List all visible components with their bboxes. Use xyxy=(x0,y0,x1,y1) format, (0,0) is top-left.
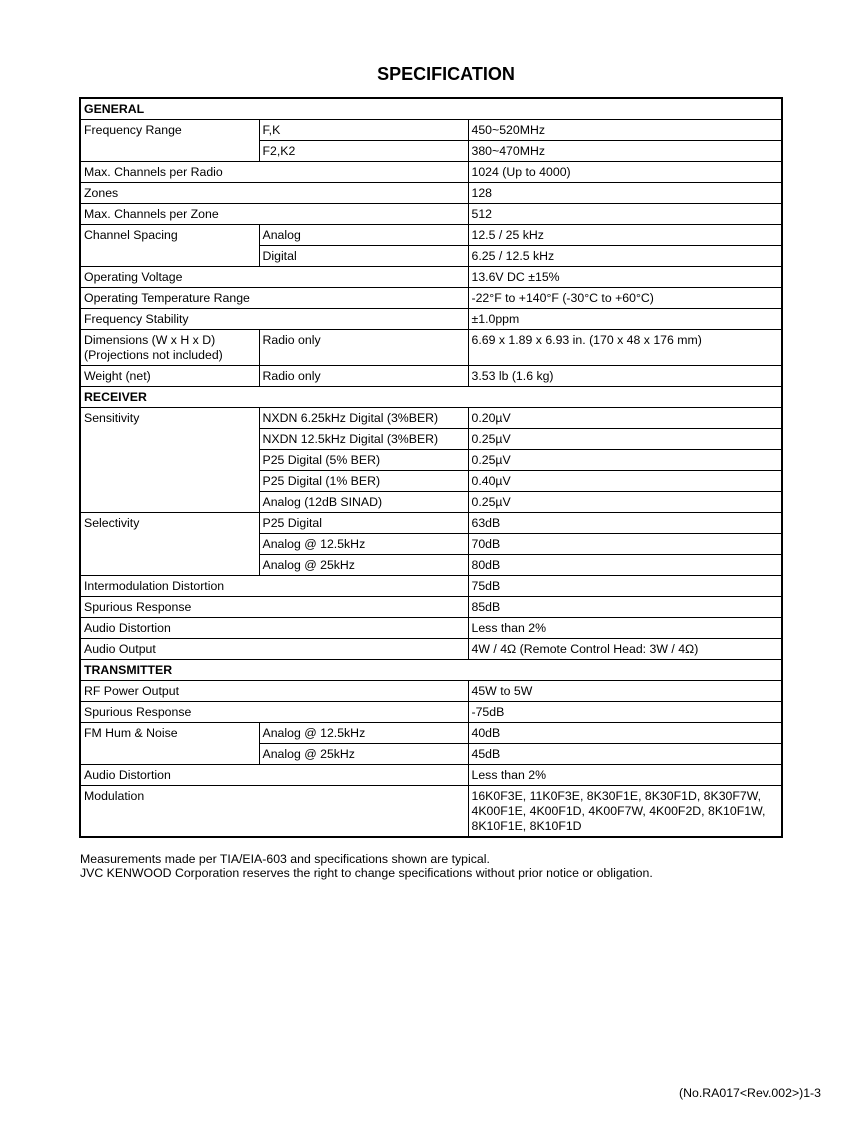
spec-label: Max. Channels per Zone xyxy=(80,204,468,225)
table-row xyxy=(80,576,782,597)
spec-label: FM Hum & Noise xyxy=(80,723,259,765)
spec-condition: P25 Digital (5% BER) xyxy=(259,450,468,471)
table-row xyxy=(80,120,782,141)
spec-label: Operating Voltage xyxy=(80,267,468,288)
spec-condition: NXDN 12.5kHz Digital (3%BER) xyxy=(259,429,468,450)
spec-value: 6.69 x 1.89 x 6.93 in. (170 x 48 x 176 mm) xyxy=(468,330,782,366)
table-row xyxy=(80,330,782,366)
spec-label-line: (Projections not included) xyxy=(84,348,223,362)
spec-condition: P25 Digital (1% BER) xyxy=(259,471,468,492)
spec-condition: Analog (12dB SINAD) xyxy=(259,492,468,513)
spec-value: 40dB xyxy=(468,723,782,744)
spec-value: 45W to 5W xyxy=(468,681,782,702)
page-title: SPECIFICATION xyxy=(377,64,515,84)
section-heading: TRANSMITTER xyxy=(80,660,782,681)
spec-condition: F2,K2 xyxy=(259,141,468,162)
spec-label: Audio Output xyxy=(80,639,468,660)
table-row xyxy=(80,639,782,660)
spec-condition: F,K xyxy=(259,120,468,141)
table-row xyxy=(80,204,782,225)
spec-value: -22°F to +140°F (-30°C to +60°C) xyxy=(468,288,782,309)
spec-value: 380~470MHz xyxy=(468,141,782,162)
spec-label: Spurious Response xyxy=(80,702,468,723)
spec-value: 70dB xyxy=(468,534,782,555)
spec-label-line: Dimensions (W x H x D) xyxy=(84,333,216,347)
spec-condition: Analog xyxy=(259,225,468,246)
spec-condition: Analog @ 12.5kHz xyxy=(259,723,468,744)
spec-condition: NXDN 6.25kHz Digital (3%BER) xyxy=(259,408,468,429)
spec-value: 85dB xyxy=(468,597,782,618)
spec-value: 1024 (Up to 4000) xyxy=(468,162,782,183)
spec-condition: Radio only xyxy=(259,366,468,387)
table-row xyxy=(80,681,782,702)
table-row xyxy=(80,618,782,639)
spec-value: 3.53 lb (1.6 kg) xyxy=(468,366,782,387)
spec-value: Less than 2% xyxy=(468,765,782,786)
page-number: (No.RA017<Rev.002>)1-3 xyxy=(679,1086,821,1100)
footnotes xyxy=(80,852,653,880)
table-row xyxy=(80,702,782,723)
spec-value: -75dB xyxy=(468,702,782,723)
table-row xyxy=(80,288,782,309)
spec-value: 0.25µV xyxy=(468,429,782,450)
spec-value: 512 xyxy=(468,204,782,225)
spec-value: 0.25µV xyxy=(468,492,782,513)
spec-value: 12.5 / 25 kHz xyxy=(468,225,782,246)
spec-label: Audio Distortion xyxy=(80,765,468,786)
spec-value: 75dB xyxy=(468,576,782,597)
table-row xyxy=(80,765,782,786)
footnote: Measurements made per TIA/EIA-603 and specifications shown are typical. xyxy=(80,852,490,866)
table-row xyxy=(80,408,782,429)
spec-label: Channel Spacing xyxy=(80,225,259,267)
spec-label: Zones xyxy=(80,183,468,204)
spec-value: 80dB xyxy=(468,555,782,576)
specification-table xyxy=(79,97,783,838)
table-row xyxy=(80,723,782,744)
section-heading: RECEIVER xyxy=(80,387,782,408)
spec-value: 13.6V DC ±15% xyxy=(468,267,782,288)
spec-value: 4W / 4Ω (Remote Control Head: 3W / 4Ω) xyxy=(468,639,782,660)
spec-label: Selectivity xyxy=(80,513,259,576)
spec-label xyxy=(80,330,259,366)
table-row xyxy=(80,597,782,618)
table-row xyxy=(80,267,782,288)
spec-label: Frequency Stability xyxy=(80,309,468,330)
spec-value: 45dB xyxy=(468,744,782,765)
spec-label: Modulation xyxy=(80,786,468,838)
table-row xyxy=(80,162,782,183)
spec-value: 0.20µV xyxy=(468,408,782,429)
spec-condition: P25 Digital xyxy=(259,513,468,534)
spec-value: 0.40µV xyxy=(468,471,782,492)
spec-value: 6.25 / 12.5 kHz xyxy=(468,246,782,267)
spec-value: 0.25µV xyxy=(468,450,782,471)
spec-label: Spurious Response xyxy=(80,597,468,618)
spec-value: 128 xyxy=(468,183,782,204)
spec-label: RF Power Output xyxy=(80,681,468,702)
spec-value: 450~520MHz xyxy=(468,120,782,141)
spec-condition: Digital xyxy=(259,246,468,267)
section-heading: GENERAL xyxy=(80,98,782,120)
spec-label: Sensitivity xyxy=(80,408,259,513)
table-row xyxy=(80,786,782,838)
section-row-receiver xyxy=(80,387,782,408)
spec-value: ±1.0ppm xyxy=(468,309,782,330)
table-row xyxy=(80,513,782,534)
spec-value: Less than 2% xyxy=(468,618,782,639)
spec-value: 63dB xyxy=(468,513,782,534)
section-row-general xyxy=(80,98,782,120)
spec-value: 16K0F3E, 11K0F3E, 8K30F1E, 8K30F1D, 8K30F7W, 4K00F1E, 4K00F1D, 4K00F7W, 4K00F2D, 8K10F1W, 8K10F1E, 8K10F1D xyxy=(468,786,782,838)
spec-label: Operating Temperature Range xyxy=(80,288,468,309)
spec-condition: Analog @ 25kHz xyxy=(259,744,468,765)
spec-condition: Analog @ 25kHz xyxy=(259,555,468,576)
spec-condition: Analog @ 12.5kHz xyxy=(259,534,468,555)
table-row xyxy=(80,225,782,246)
table-row xyxy=(80,309,782,330)
table-row xyxy=(80,183,782,204)
spec-label: Intermodulation Distortion xyxy=(80,576,468,597)
spec-label: Frequency Range xyxy=(80,120,259,162)
spec-label: Weight (net) xyxy=(80,366,259,387)
spec-condition: Radio only xyxy=(259,330,468,366)
section-row-transmitter xyxy=(80,660,782,681)
spec-label: Max. Channels per Radio xyxy=(80,162,468,183)
footnote: JVC KENWOOD Corporation reserves the right to change specifications without prior notice or obligation. xyxy=(80,866,653,880)
table-row xyxy=(80,366,782,387)
spec-label: Audio Distortion xyxy=(80,618,468,639)
